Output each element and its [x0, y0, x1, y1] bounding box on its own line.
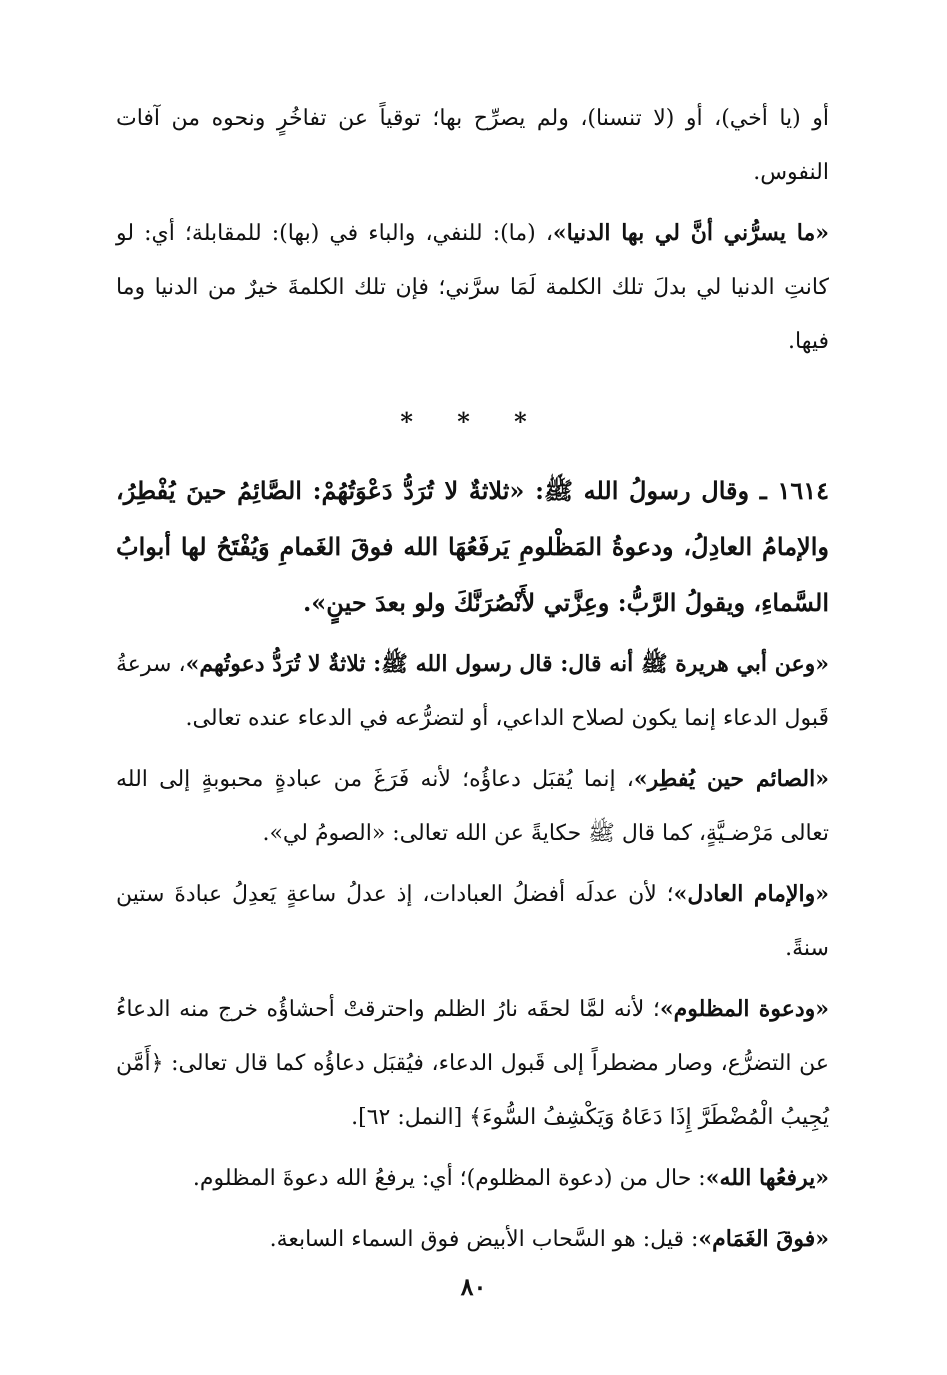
paragraph-3-text: ، سرعةُ قَبول الدعاء إنما يكون لصلاح الداعي، أو لتضرُّعه في الدعاء عنده تعالى. — [116, 652, 829, 731]
paragraph-2-quote: «ما يسرُّني أنَّ لي بها الدنيا» — [552, 220, 829, 246]
paragraph-4-text: ، إنما يُقبَل دعاؤُه؛ لأنه فَرَغَ من عبادةٍ محبوبةٍ إلى الله تعالى مَرْضـيَّةٍ، كما قال ﷺ حكايةً عن الله تعالى: «الصومُ لي». — [116, 767, 829, 846]
hadith-1614: ١٦١٤ ـ وقال رسولُ الله ﷺ: «ثلاثةٌ لا تُرَدُّ دَعْوَتُهُمْ: الصَّائِمُ حينَ يُفْطِرُ، والإمامُ العادِلُ، ودعوةُ المَظْلومِ يَرفَعُهَا الله فوقَ الغَمامِ وَيُفْتَحُ لها أبوابُ السَّماءِ، ويقولُ الرَّبُّ: وعِزَّتي لأَنْصُرَنَّكَ ولو بعدَ حينٍ». — [116, 476, 829, 617]
paragraph-7-quote: «يرفعُها الله» — [705, 1165, 829, 1191]
paragraph-7-text: : حال من (دعوة المظلوم)؛ أي: يرفعُ الله دعوةَ المظلوم. — [192, 1166, 706, 1191]
paragraph-3 — [116, 637, 829, 746]
paragraph-8-quote: «فوقَ الغَمَام» — [698, 1226, 829, 1252]
paragraph-2-text: ، (ما): للنفي، والباء في (بها): للمقابلة؛ أي: لو كانتِ الدنيا لي بدلَ تلك الكلمة لَمَا سرَّني؛ فإن تلك الكلمةَ خيرٌ من الدنيا وما فيها. — [116, 221, 829, 354]
paragraph-6-text: ؛ لأنه لمَّا لحقَه نارُ الظلم واحترقتْ أحشاؤُه خرج منه الدعاءُ عن التضرُّع، وصار مضطراً إلى قَبول الدعاء، فيُقبَل دعاؤُه كما قال تعالى: ﴿أَمَّن يُجِيبُ الْمُضْطَرَّ إِذَا دَعَاهُ وَيَكْشِفُ السُّوءَ﴾ [النمل: ٦٢]. — [116, 997, 829, 1130]
paragraph-1-text: أو (يا أخي)، أو (لا تنسنا)، ولم يصرِّح بها؛ توقياً عن تفاخُرٍ ونحوه من آفات النفوس. — [116, 106, 829, 185]
paragraph-1 — [116, 92, 829, 200]
paragraph-5-text: ؛ لأن عدلَه أفضلُ العبادات، إذ عدلُ ساعةٍ يَعدِلُ عبادةَ ستين سنةً. — [116, 882, 829, 961]
paragraph-2 — [116, 206, 829, 369]
paragraph-7 — [116, 1151, 829, 1206]
paragraph-6 — [116, 982, 829, 1145]
paragraph-5-quote: «والإمام العادل» — [673, 881, 830, 907]
paragraph-4-quote: «الصائم حين يُفطِر» — [633, 766, 829, 792]
paragraph-6-quote: «ودعوة المظلوم» — [659, 996, 829, 1022]
paragraph-8 — [116, 1212, 829, 1267]
paragraph-5 — [116, 867, 829, 976]
paragraph-3-quote: «وعن أبي هريرة ﷺ أنه قال: قال رسول الله ﷺ: ثلاثةٌ لا تُرَدُّ دعوتُهم» — [185, 651, 829, 677]
paragraph-8-text: : قيل: هو السَّحاب الأبيض فوق السماء السابعة. — [269, 1227, 699, 1252]
paragraph-4 — [116, 752, 829, 861]
section-divider: * * * — [400, 407, 545, 436]
page-number: ٨٠ — [460, 1272, 487, 1301]
